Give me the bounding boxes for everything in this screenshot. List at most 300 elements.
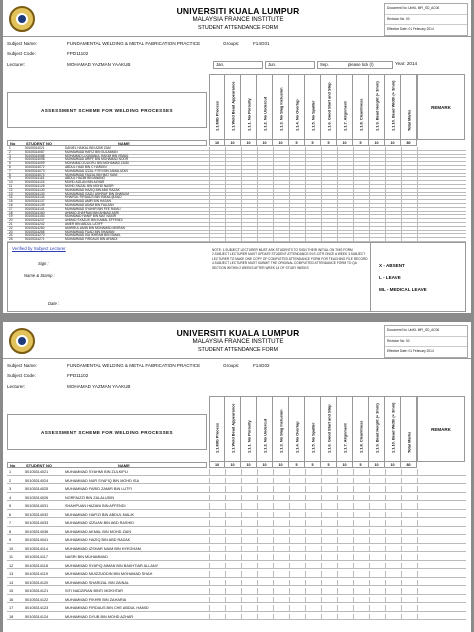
grid-line	[241, 563, 242, 569]
grid-line	[417, 597, 418, 603]
grid-line	[353, 234, 354, 237]
grid-line	[417, 529, 418, 535]
grid-line	[225, 181, 226, 184]
grid-line	[305, 158, 306, 161]
student-id: 50105314139	[25, 203, 45, 207]
grid-line	[225, 529, 226, 535]
criterion-weight: 5	[353, 140, 369, 146]
grid-line	[385, 512, 386, 518]
grid-line	[225, 174, 226, 177]
grid-line	[369, 200, 370, 203]
grid-line	[385, 238, 386, 241]
student-name: MUHAMMAD MUIZZUDDIN BIN MOHAMAD SHAH	[65, 572, 153, 576]
grid-line	[321, 554, 322, 560]
grid-line	[241, 193, 242, 196]
grid-line	[289, 597, 290, 603]
grid-line	[385, 554, 386, 560]
institute-title: MALAYSIA FRANCE INSTITUTE	[192, 338, 284, 345]
grid-line	[241, 166, 242, 169]
grid-line	[369, 495, 370, 501]
criterion-weight: 10	[257, 462, 273, 468]
grid-line	[385, 158, 386, 161]
grid-line	[257, 546, 258, 552]
lecturer-value: MOHAMAD YAZMAN YAAKUB	[67, 384, 131, 389]
grid-line	[417, 571, 418, 577]
grid-line	[385, 219, 386, 222]
student-id: 50105314073	[25, 168, 45, 173]
grid-line	[273, 571, 274, 577]
grid-line	[369, 231, 370, 234]
student-id: 50105314130	[25, 187, 45, 192]
grid-line	[209, 170, 210, 173]
criterion-weight: 5	[353, 462, 369, 468]
grid-line	[209, 177, 210, 180]
grid-line	[321, 223, 322, 226]
grid-line	[209, 503, 210, 509]
grid-line	[241, 223, 242, 226]
student-id: 50105314087	[25, 149, 45, 154]
month-sep	[317, 61, 393, 69]
grid-line	[225, 227, 226, 230]
grid-line	[385, 486, 386, 492]
grid-line	[225, 605, 226, 611]
student-name: MUHAMMAD FUAD BIN SHAMAN	[65, 229, 115, 234]
grid-line	[241, 580, 242, 586]
grid-line	[241, 537, 242, 543]
student-number-index: 2	[9, 478, 12, 483]
grid-line	[289, 614, 290, 620]
grid-line	[401, 238, 402, 241]
grid-line	[401, 174, 402, 177]
grid-line	[353, 204, 354, 207]
grid-line	[353, 512, 354, 518]
grid-line	[289, 189, 290, 192]
student-id: 50105314033	[25, 521, 49, 525]
criterion-weight: 80	[401, 462, 417, 468]
grid-line	[385, 215, 386, 218]
grid-line	[209, 614, 210, 620]
grid-line	[353, 208, 354, 211]
document-no: Document No: UniKL MFI_SD_AC06	[385, 326, 467, 337]
grid-line	[305, 238, 306, 241]
grid-line	[305, 512, 306, 518]
criterion-header	[305, 396, 321, 462]
grid-line	[225, 495, 226, 501]
student-name: MUHAMMAD IZZUL FITRI BIN JAMALUDIN	[65, 168, 128, 173]
table-row	[7, 580, 466, 587]
grid-line	[305, 580, 306, 586]
grid-line	[401, 185, 402, 188]
grid-line	[273, 537, 274, 543]
grid-line	[337, 189, 338, 192]
grid-line	[257, 605, 258, 611]
grid-line	[417, 231, 418, 234]
grid-line	[401, 162, 402, 165]
grid-line	[417, 546, 418, 552]
criterion-weight: 10	[337, 462, 353, 468]
grid-line	[417, 588, 418, 594]
grid-line	[353, 212, 354, 215]
grid-line	[305, 212, 306, 215]
grid-line	[273, 546, 274, 552]
grid-line	[417, 469, 418, 475]
effective-date: Effective Date: 01 February 2014	[387, 349, 434, 353]
lecturer-value: MOHAMAD YAZMAN YAAKUB	[67, 62, 131, 67]
grid-line	[337, 162, 338, 165]
student-number-index: 2	[9, 149, 11, 154]
grid-line	[401, 529, 402, 535]
criterion-weight: 10	[257, 140, 273, 146]
grid-line	[385, 151, 386, 154]
grid-line	[273, 189, 274, 192]
criterion-weight: 10	[369, 140, 385, 146]
grid-line	[417, 204, 418, 207]
grid-line	[353, 554, 354, 560]
student-id: 50105314021	[25, 470, 49, 474]
grid-line	[353, 486, 354, 492]
grid-line	[289, 486, 290, 492]
grid-line	[369, 155, 370, 158]
criterion-header	[321, 74, 337, 140]
grid-line	[401, 554, 402, 560]
grid-line	[369, 614, 370, 620]
grid-line	[289, 208, 290, 211]
student-number-index: 17	[9, 206, 13, 211]
grid-line	[257, 162, 258, 165]
student-number-index: 8	[9, 529, 12, 534]
criterion-header	[289, 396, 305, 462]
grid-line	[353, 503, 354, 509]
grid-line	[369, 580, 370, 586]
grid-line	[401, 151, 402, 154]
grid-line	[289, 605, 290, 611]
grid-line	[257, 563, 258, 569]
grid-line	[401, 571, 402, 577]
criterion-label: 1.1.3. No Slag Inclusion	[278, 87, 283, 131]
grid-line	[321, 162, 322, 165]
grid-line	[241, 478, 242, 484]
grid-line	[209, 151, 210, 154]
grid-line	[305, 614, 306, 620]
grid-line	[417, 174, 418, 177]
grid-line	[353, 580, 354, 586]
grid-line	[353, 238, 354, 241]
grid-line	[225, 223, 226, 226]
grid-line	[321, 193, 322, 196]
criterion-label: 1.1.10. Bead Width (+ 3mm)	[390, 402, 395, 453]
student-name: MUHAMMAD ADAM BIN FAUZAN	[65, 203, 114, 207]
criterion-weight: 10	[369, 462, 385, 468]
table-header	[7, 462, 207, 468]
grid-line	[385, 185, 386, 188]
criterion-header	[337, 396, 353, 462]
student-number-index: 14	[9, 195, 13, 200]
grid-line	[209, 162, 210, 165]
student-number-index: 5	[9, 504, 12, 508]
grid-line	[401, 181, 402, 184]
criterion-header	[241, 74, 257, 140]
student-number-index: 3	[9, 487, 12, 491]
grid-line	[369, 174, 370, 177]
grid-line	[257, 588, 258, 594]
grid-line	[225, 597, 226, 603]
grid-line	[305, 196, 306, 199]
table-row	[7, 571, 466, 578]
student-name: AMER BIN ABDUL LATIFF	[65, 222, 103, 226]
grid-line	[305, 503, 306, 509]
assessment-scheme-title: ASSESSMENT SCHEME FOR WELDING PROCESSES	[7, 92, 207, 128]
grid-line	[369, 158, 370, 161]
grid-line	[321, 495, 322, 501]
grid-line	[353, 478, 354, 484]
year-label: Year:	[395, 61, 406, 66]
subject-code-value: FPD11102	[67, 373, 89, 378]
criterion-label: 1.1.1. No Porosity	[246, 98, 251, 131]
grid-line	[385, 223, 386, 226]
grid-line	[257, 554, 258, 560]
student-id: 50105314265	[25, 229, 45, 234]
grid-line	[225, 208, 226, 211]
date-label: Date :	[48, 301, 60, 306]
student-name: MOHAMAD ZULKIFLI BIN MOHAMAD ZAIDI	[65, 161, 129, 166]
grid-line	[385, 208, 386, 211]
student-number-index: 11	[9, 184, 13, 188]
grid-line	[337, 181, 338, 184]
grid-line	[369, 181, 370, 184]
student-name: MUHAMMAD SYAHMI BIN ZULKIPLI	[65, 470, 129, 474]
student-name: MUHAMMAD SHARIZAL BIN ZAINAL	[65, 580, 129, 585]
criterion-label: 1.1.9. Bead Height (+ 3mm)	[374, 403, 379, 453]
grid-line	[353, 147, 354, 150]
grid-line	[225, 546, 226, 552]
student-id: 50105314237	[25, 218, 45, 223]
grid-line	[337, 495, 338, 501]
grid-line	[305, 520, 306, 526]
grid-line	[289, 177, 290, 180]
criterion-header	[273, 396, 289, 462]
unikl-logo-icon	[9, 6, 35, 32]
grid-line	[417, 147, 418, 150]
student-number-index: 6	[9, 165, 11, 169]
criterion-header	[305, 74, 321, 140]
grid-line	[209, 537, 210, 543]
student-number-index: 12	[9, 563, 14, 568]
grid-line	[369, 554, 370, 560]
grid-line	[305, 151, 306, 154]
student-number-index: 19	[9, 214, 13, 219]
university-title: UNIVERSITI KUALA LUMPUR	[176, 328, 300, 338]
criterion-header	[225, 74, 241, 140]
student-name: MUHAMMAD ARIFF BIN MOHAMAD NOOR	[65, 157, 129, 162]
remark-header: REMARK	[417, 74, 465, 140]
grid-line	[273, 520, 274, 526]
grid-line	[353, 529, 354, 535]
grid-line	[257, 486, 258, 492]
criterion-header	[337, 74, 353, 140]
grid-line	[289, 503, 290, 509]
criterion-weight: 80	[401, 140, 417, 146]
grid-line	[353, 495, 354, 501]
grid-line	[225, 554, 226, 560]
grid-line	[321, 588, 322, 594]
grid-line	[209, 563, 210, 569]
grid-line	[385, 478, 386, 484]
student-name: AHMAD ZHAFRAN BIN AHMAD ASRI	[65, 210, 120, 215]
form-title: STUDENT ATTENDANCE FORM	[197, 25, 279, 31]
grid-line	[401, 546, 402, 552]
grid-line	[353, 571, 354, 577]
student-number-index: 4	[9, 157, 11, 162]
grid-line	[401, 147, 402, 150]
student-name: MUHAMMAD HAZIQ BIN ABD RAZAK	[65, 538, 131, 542]
grid-line	[321, 189, 322, 192]
grid-line	[417, 520, 418, 526]
criterion-header	[369, 74, 385, 140]
grid-line	[369, 605, 370, 611]
subject-code-label: Subject Code:	[7, 51, 36, 56]
grid-line	[417, 177, 418, 180]
grid-line	[241, 215, 242, 218]
grid-line	[225, 478, 226, 484]
criterion-label: 1.1.7. Alignment	[342, 101, 347, 131]
grid-line	[209, 554, 210, 560]
grid-line	[257, 234, 258, 237]
criterion-weight: 5	[305, 462, 321, 468]
grid-line	[305, 181, 306, 184]
student-name: MUHAMMAD DYUB BIN MOHD AZHAR	[65, 614, 134, 619]
criterion-label: 1.1.4. No Overlap	[294, 421, 299, 453]
grid-line	[273, 212, 274, 215]
grid-line	[401, 231, 402, 234]
table-row	[7, 512, 466, 519]
grid-line	[289, 181, 290, 184]
grid-line	[369, 215, 370, 218]
grid-line	[321, 215, 322, 218]
student-id: 50105314123	[25, 606, 49, 610]
grid-line	[273, 563, 274, 569]
grid-line	[305, 546, 306, 552]
grid-line	[401, 580, 402, 586]
grid-line	[289, 170, 290, 173]
grid-line	[209, 166, 210, 169]
table-row	[7, 588, 466, 595]
student-id: 50105314114	[25, 546, 48, 551]
student-name: MUHAMMAD SYAFIQ AIMAN BIN BAKHTIAR ALLANY	[65, 563, 159, 568]
grid-line	[241, 204, 242, 207]
grid-line	[417, 223, 418, 226]
grid-line	[257, 219, 258, 222]
student-number-index: 18	[9, 614, 14, 619]
table-row	[7, 563, 466, 570]
grid-line	[385, 571, 386, 577]
grid-line	[289, 238, 290, 241]
grid-line	[241, 597, 242, 603]
grid-line	[257, 208, 258, 211]
student-name: MOHAMAD LUQMANUL HAKIM BIN ISMAIL	[65, 153, 129, 158]
grid-line	[225, 147, 226, 150]
grid-line	[305, 204, 306, 207]
grid-line	[417, 234, 418, 237]
grid-line	[289, 231, 290, 234]
grid-line	[273, 529, 274, 535]
criterion-header	[257, 396, 273, 462]
grid-line	[209, 181, 210, 184]
grid-line	[273, 185, 274, 188]
grid-line	[257, 614, 258, 620]
grid-line	[321, 469, 322, 475]
grid-line	[273, 147, 274, 150]
grid-line	[321, 529, 322, 535]
grid-line	[321, 204, 322, 207]
grid-line	[305, 215, 306, 218]
criterion-weight: 10	[273, 462, 289, 468]
student-number-index: 21	[9, 222, 13, 226]
grid-line	[241, 181, 242, 184]
student-id: 50105314032	[25, 512, 49, 517]
grid-line	[321, 478, 322, 484]
grid-line	[273, 170, 274, 173]
grid-line	[225, 512, 226, 518]
grid-line	[305, 162, 306, 165]
grid-line	[273, 208, 274, 211]
grid-line	[337, 208, 338, 211]
criterion-weight: 10	[337, 140, 353, 146]
grid-line	[241, 588, 242, 594]
grid-line	[305, 223, 306, 226]
grid-line	[257, 204, 258, 207]
grid-line	[401, 520, 402, 526]
grid-line	[241, 234, 242, 237]
grid-line	[289, 588, 290, 594]
grid-line	[289, 563, 290, 569]
grid-line	[305, 193, 306, 196]
grid-line	[337, 537, 338, 543]
student-name: MUHAMMAD GAZLI ASHRAF BIN SHABLIM	[65, 191, 129, 196]
grid-line	[337, 196, 338, 199]
student-number-index: 12	[9, 187, 13, 192]
grid-line	[273, 223, 274, 226]
grid-line	[289, 546, 290, 552]
grid-line	[209, 231, 210, 234]
groups-label: Groups:	[223, 41, 240, 46]
subject-name-label: Subject Name:	[7, 363, 38, 368]
grid-line	[209, 605, 210, 611]
student-number-index: 23	[9, 229, 13, 234]
grid-line	[225, 503, 226, 509]
grid-line	[401, 219, 402, 222]
grid-line	[401, 227, 402, 230]
table-row	[7, 486, 466, 493]
grid-line	[417, 486, 418, 492]
student-name: MUHAMMAD IZSHAR NAIM BIN HYEGHAM	[65, 546, 141, 551]
grid-line	[305, 185, 306, 188]
grid-line	[209, 174, 210, 177]
student-name: MUHAMMAD HAFIZI BIN ABDUL MALIK	[65, 512, 135, 517]
grid-line	[273, 227, 274, 230]
grid-line	[305, 208, 306, 211]
grid-line	[257, 469, 258, 475]
grid-line	[321, 158, 322, 161]
grid-line	[305, 478, 306, 484]
student-id: 50105314183	[25, 214, 45, 219]
student-id: 50105314270	[25, 233, 45, 238]
student-id: 50105314137	[25, 199, 45, 204]
student-name: MUHAMMAD HAZIQ BIN ABD RAZAK	[65, 187, 120, 192]
student-id: 50105314121	[25, 589, 49, 593]
grid-line	[337, 234, 338, 237]
grid-line	[337, 219, 338, 222]
grid-line	[241, 554, 242, 560]
